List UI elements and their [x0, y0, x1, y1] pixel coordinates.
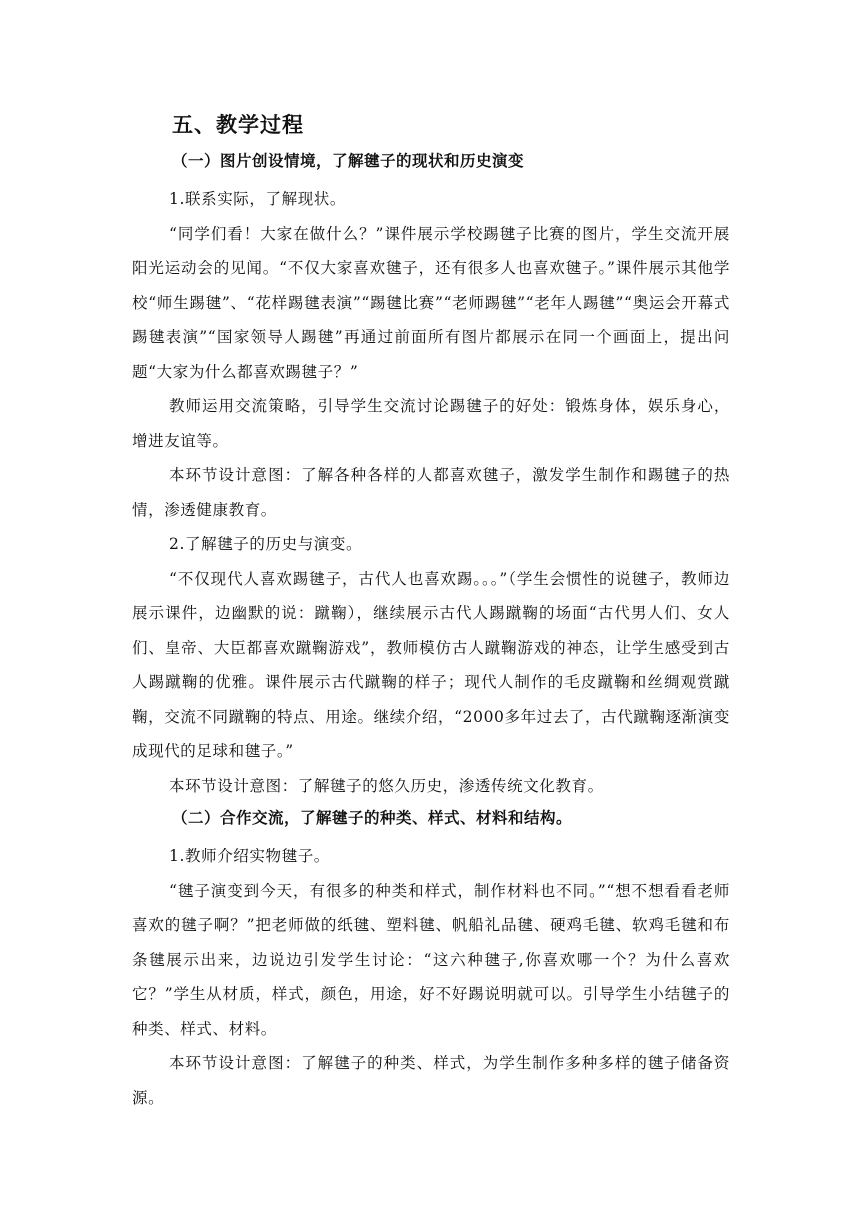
paragraph-6: “毽子演变到今天，有很多的种类和样式，制作材料也不同。”“想不想看看老师喜欢的毽子啊？”把老师做的纸毽、塑料毽、帆船礼品毽、硬鸡毛毽、软鸡毛毽和布条毽展示出来，边说边引发学生讨论：“这六种毽子,你喜欢哪一个？为什么喜欢它？”学生从材质，样式，颜色，用途，好不好踢说明就可以。引导学生小结毽子的种类、样式、材料。 [132, 881, 730, 1038]
paragraph-4: “不仅现代人喜欢踢毽子，古代人也喜欢踢。。。”（学生会惯性的说毽子，教师边展示课件，边幽默的说：蹴鞠），继续展示古代人踢蹴鞠的场面“古代男人们、女人们、皇帝、大臣都喜欢蹴鞠游戏”，教师模仿古人蹴鞠游戏的神态，让学生感受到古人踢蹴鞠的优雅。课件展示古代蹴鞠的样子；现代人制作的毛皮蹴鞠和丝绸观赏蹴鞠，交流不同蹴鞠的特点、用途。继续介绍，“2000多年过去了，古代蹴鞠逐渐演变成现代的足球和毽子。” [132, 569, 730, 760]
paragraph-7: 本环节设计意图：了解毽子的种类、样式，为学生制作多种多样的毽子储备资源。 [132, 1054, 730, 1107]
list-item-3: 1.教师介绍实物毽子。 [169, 847, 330, 865]
list-item-1: 1.联系实际，了解现状。 [169, 190, 346, 208]
paragraph-5: 本环节设计意图：了解毽子的悠久历史，渗透传统文化教育。 [169, 776, 604, 795]
section-title: 五、教学过程 [172, 113, 304, 137]
document-body [132, 110, 730, 1115]
paragraph-3: 本环节设计意图：了解各种各样的人都喜欢毽子，激发学生制作和踢毽子的热情，渗透健康教育。 [132, 466, 730, 519]
list-item-2: 2.了解毽子的历史与演变。 [169, 535, 363, 553]
paragraph-1: “同学们看！大家在做什么？”课件展示学校踢毽子比赛的图片，学生交流开展阳光运动会的见闻。“不仅大家喜欢毽子，还有很多人也喜欢毽子。”课件展示其他学校“师生踢毽”、“花样踢毽表演”“踢毽比赛”“老师踢毽”“老年人踢毽”“奥运会开幕式踢毽表演”“国家领导人踢毽”再通过前面所有图片都展示在同一个画面上，提出问题“大家为什么都喜欢踢毽子？” [132, 224, 730, 381]
paragraph-2: 教师运用交流策略，引导学生交流讨论踢毽子的好处：锻炼身体，娱乐身心，增进友谊等。 [132, 397, 730, 450]
subsection-title-1: （一）图片创设情境，了解毽子的现状和历史演变 [172, 152, 525, 170]
subsection-title-2: （二）合作交流，了解毽子的种类、样式、材料和结构。 [172, 809, 573, 827]
